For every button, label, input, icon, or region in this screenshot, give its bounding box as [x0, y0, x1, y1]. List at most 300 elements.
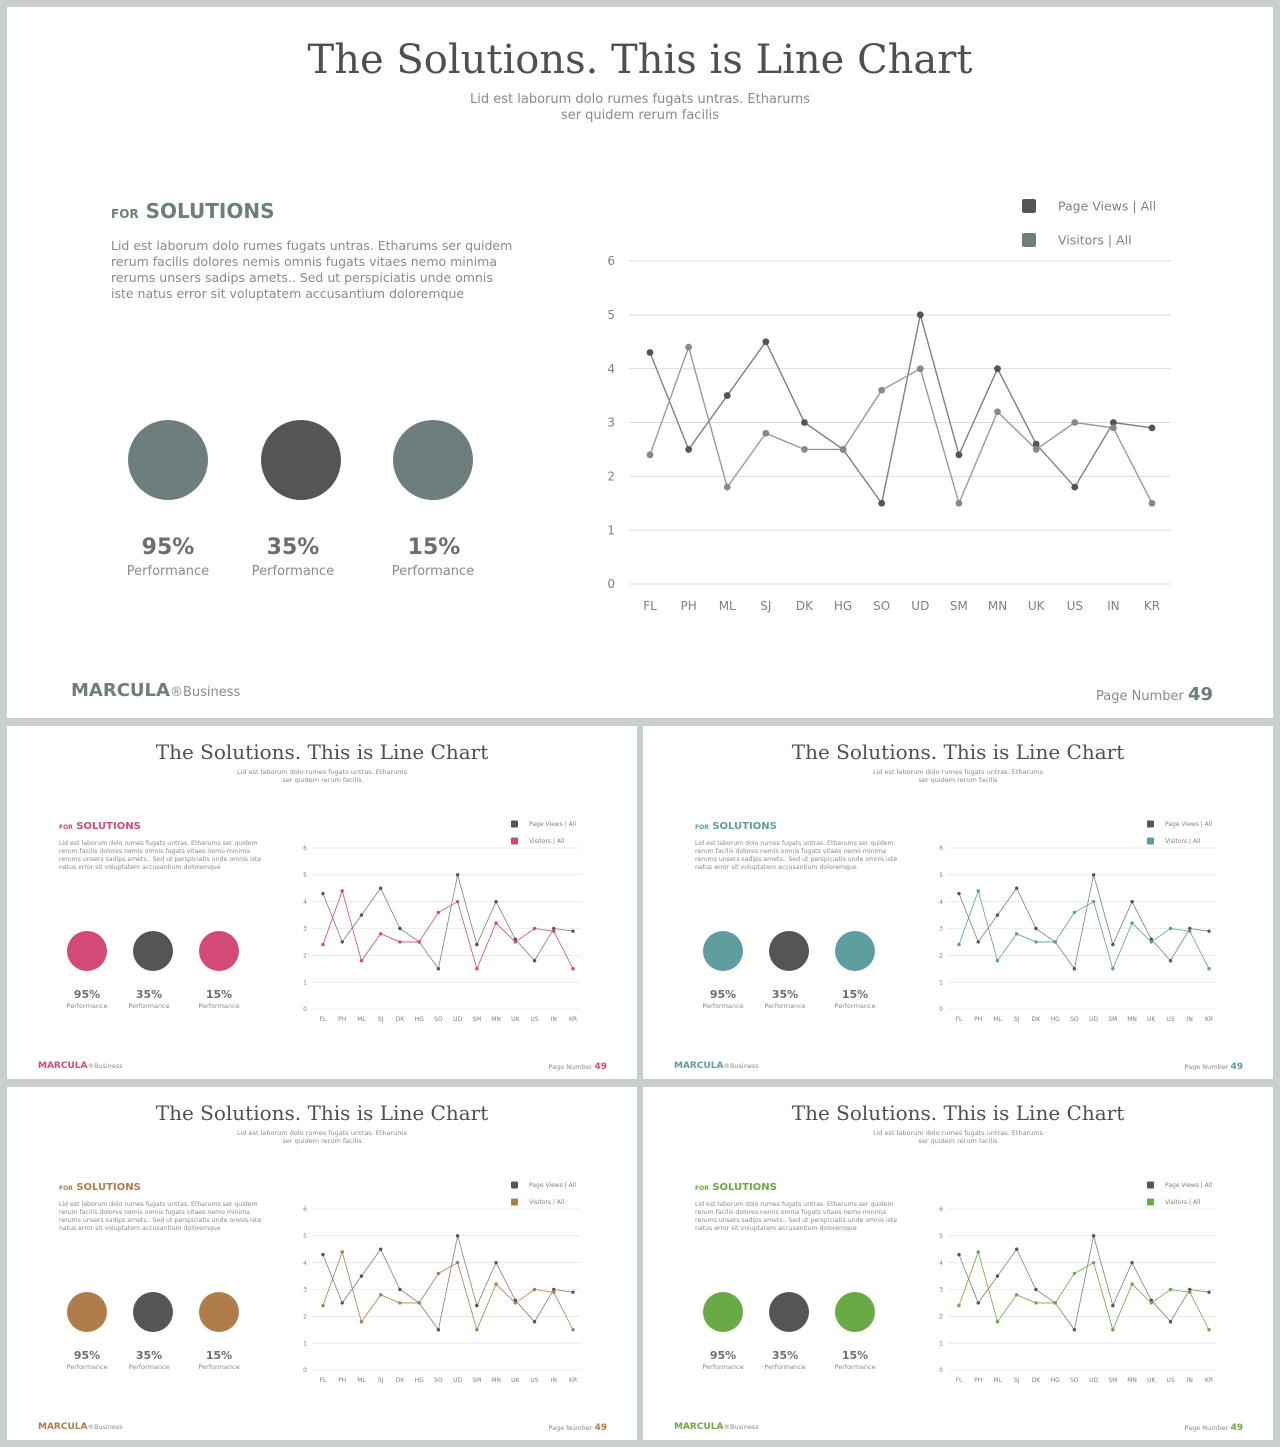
page-number-label: Page Number — [1184, 1063, 1229, 1071]
data-point — [341, 889, 344, 892]
legend-label: Visitors | All — [529, 838, 565, 846]
data-point — [321, 1253, 324, 1256]
data-point — [437, 1328, 440, 1331]
stat-value-3: 15% — [205, 1349, 233, 1362]
section-heading-title: SOLUTIONS — [712, 1182, 777, 1193]
legend-swatch — [1147, 1182, 1154, 1189]
data-point — [456, 900, 459, 903]
x-tick-label: SO — [873, 599, 891, 613]
stat-label-2: Performance — [128, 1002, 170, 1010]
section-heading-prefix: FOR — [59, 1185, 73, 1192]
brand-logo — [674, 1422, 759, 1432]
data-point — [1015, 1293, 1018, 1296]
slide-title: The Solutions. This is Line Chart — [155, 1101, 489, 1125]
data-point — [533, 959, 536, 962]
data-point — [398, 927, 401, 930]
legend-label: Visitors | All — [1165, 1199, 1201, 1207]
subtitle-line-2: ser quidem rerum facilis — [918, 776, 998, 784]
data-point — [1169, 1320, 1172, 1323]
data-point — [1207, 967, 1210, 970]
legend-swatch — [1022, 199, 1036, 213]
slide-title: The Solutions. This is Line Chart — [307, 37, 973, 83]
data-point — [552, 929, 555, 932]
data-point — [1033, 446, 1040, 453]
x-tick-label: US — [1066, 599, 1083, 613]
y-tick-label: 4 — [939, 898, 943, 906]
data-point — [437, 967, 440, 970]
x-tick-label: IN — [550, 1377, 557, 1384]
stat-value-1: 95% — [73, 988, 101, 1001]
x-tick-label: SM — [1108, 1377, 1118, 1384]
data-point — [514, 1301, 517, 1304]
data-point — [840, 446, 847, 453]
y-tick-label: 2 — [303, 1313, 307, 1321]
legend-label: Visitors | All — [1058, 232, 1132, 248]
x-tick-label: MN — [491, 1377, 501, 1384]
slide-variant-brown — [7, 1087, 637, 1440]
data-point — [321, 1304, 324, 1307]
line-chart — [643, 1087, 1273, 1440]
data-point — [1071, 419, 1078, 426]
section-body-text: Lid est laborum dolo rumes fugats untras. Etharums ser quidem rerum facilis dolores nemis omnis fugats vitaes nemo minima rerums unsers sadips amets.. Sed ut perspiciatis unde omnis iste natus error sit voluptatem accusantium doloremque — [111, 238, 513, 301]
page-number — [1096, 684, 1213, 705]
y-tick-label: 1 — [303, 979, 307, 987]
x-tick-label: DK — [795, 599, 814, 613]
x-tick-label: HG — [1050, 1377, 1060, 1384]
section-heading-title: SOLUTIONS — [712, 821, 777, 832]
data-point — [379, 887, 382, 890]
data-point — [1092, 1234, 1095, 1237]
y-tick-label: 3 — [939, 925, 943, 933]
subtitle-line-2: ser quidem rerum facilis — [282, 1137, 362, 1145]
legend-swatch — [1147, 838, 1154, 845]
x-tick-label: US — [1166, 1016, 1175, 1023]
data-point — [1111, 967, 1114, 970]
stat-value-3: 15% — [205, 988, 233, 1001]
data-point — [494, 900, 497, 903]
x-tick-label: MN — [1127, 1016, 1137, 1023]
brand-suffix: ®Business — [87, 1062, 123, 1070]
data-point — [977, 1301, 980, 1304]
brand-suffix: ®Business — [723, 1423, 759, 1431]
x-tick-label: ML — [357, 1377, 366, 1384]
section-heading-prefix: FOR — [695, 1185, 709, 1192]
data-point — [475, 1304, 478, 1307]
data-point — [647, 349, 654, 356]
data-point — [398, 940, 401, 943]
data-point — [724, 484, 731, 491]
x-tick-label: ML — [993, 1377, 1002, 1384]
section-heading-prefix: FOR — [111, 207, 139, 221]
data-point — [1034, 927, 1037, 930]
data-point — [996, 1274, 999, 1277]
data-point — [1015, 932, 1018, 935]
data-point — [647, 451, 654, 458]
data-point — [552, 1290, 555, 1293]
legend-swatch — [511, 1199, 518, 1206]
data-point — [1092, 900, 1095, 903]
data-point — [1092, 1261, 1095, 1264]
data-point — [1169, 1288, 1172, 1291]
page-number-value: 49 — [594, 1062, 607, 1072]
data-point — [321, 892, 324, 895]
stat-value-2: 35% — [771, 1349, 799, 1362]
y-tick-label: 5 — [939, 1232, 943, 1240]
subtitle-line-2: ser quidem rerum facilis — [560, 108, 720, 123]
x-tick-label: HG — [833, 599, 853, 613]
stat-value-2: 35% — [266, 535, 320, 560]
x-tick-label: IN — [1186, 1016, 1193, 1023]
subtitle-line-1: Lid est laborum dolo rumes fugats untras. Etharums — [237, 768, 407, 776]
data-point — [1034, 940, 1037, 943]
x-tick-label: IN — [1107, 599, 1120, 613]
data-point — [1073, 1272, 1076, 1275]
x-tick-label: ML — [993, 1016, 1002, 1023]
line-chart — [7, 726, 637, 1079]
x-tick-label: SJ — [1013, 1016, 1020, 1023]
x-tick-label: SM — [1108, 1016, 1118, 1023]
y-tick-label: 3 — [303, 1286, 307, 1294]
data-point — [379, 1293, 382, 1296]
data-point — [1034, 1301, 1037, 1304]
data-point — [1188, 1290, 1191, 1293]
x-tick-label: HG — [414, 1016, 424, 1023]
subtitle-line-1: Lid est laborum dolo rumes fugats untras. Etharums — [873, 1129, 1043, 1137]
brand-name: MARCULA — [71, 680, 170, 701]
data-point — [801, 446, 808, 453]
series-line — [650, 315, 1152, 503]
data-point — [321, 943, 324, 946]
data-point — [341, 940, 344, 943]
x-tick-label: SJ — [377, 1377, 384, 1384]
section-heading-prefix: FOR — [695, 824, 709, 831]
data-point — [571, 1328, 574, 1331]
brand-suffix: ®Business — [169, 685, 241, 700]
data-point — [957, 892, 960, 895]
data-point — [685, 344, 692, 351]
x-tick-label: UD — [1089, 1377, 1099, 1384]
section-heading-prefix: FOR — [59, 824, 73, 831]
data-point — [341, 1301, 344, 1304]
subtitle-line-1: Lid est laborum dolo rumes fugats untras. Etharums — [873, 768, 1043, 776]
legend-label: Page Views | All — [529, 821, 577, 829]
data-point — [494, 921, 497, 924]
data-point — [977, 1250, 980, 1253]
y-tick-label: 4 — [939, 1259, 943, 1267]
stat-value-3: 15% — [841, 988, 869, 1001]
data-point — [571, 967, 574, 970]
x-tick-label: DK — [395, 1377, 405, 1384]
y-tick-label: 6 — [939, 1206, 943, 1214]
page-number-label: Page Number — [1184, 1424, 1229, 1432]
data-point — [1111, 1328, 1114, 1331]
y-tick-label: 6 — [303, 1206, 307, 1214]
page-number-value: 49 — [1187, 684, 1213, 705]
data-point — [398, 1301, 401, 1304]
stat-value-1: 95% — [709, 1349, 737, 1362]
stat-value-2: 35% — [771, 988, 799, 1001]
y-tick-label: 3 — [607, 415, 615, 430]
data-point — [1073, 1328, 1076, 1331]
stat-label-1: Performance — [66, 1363, 108, 1371]
stat-label-2: Performance — [764, 1002, 806, 1010]
page-number — [1184, 1423, 1243, 1433]
x-tick-label: SO — [434, 1377, 443, 1384]
stat-label-1: Performance — [126, 564, 210, 579]
data-point — [977, 889, 980, 892]
x-tick-label: US — [530, 1016, 539, 1023]
data-point — [1207, 929, 1210, 932]
x-tick-label: UK — [1147, 1377, 1156, 1384]
page-number-value: 49 — [1230, 1423, 1243, 1433]
x-tick-label: IN — [1186, 1377, 1193, 1384]
y-tick-label: 0 — [939, 1006, 943, 1014]
x-tick-label: SO — [1070, 1377, 1079, 1384]
x-tick-label: SM — [472, 1377, 482, 1384]
stat-label-1: Performance — [702, 1002, 744, 1010]
x-tick-label: PH — [338, 1016, 347, 1023]
data-point — [360, 959, 363, 962]
data-point — [1092, 873, 1095, 876]
y-tick-label: 1 — [607, 523, 615, 538]
x-tick-label: HG — [414, 1377, 424, 1384]
data-point — [360, 913, 363, 916]
x-tick-label: KR — [1204, 1016, 1214, 1023]
data-point — [1071, 484, 1078, 491]
x-tick-label: MN — [491, 1016, 501, 1023]
brand-suffix: ®Business — [723, 1062, 759, 1070]
brand-name: MARCULA — [674, 1422, 724, 1432]
y-tick-label: 1 — [939, 1340, 943, 1348]
stat-label-3: Performance — [391, 564, 475, 579]
x-tick-label: US — [530, 1377, 539, 1384]
y-tick-label: 5 — [303, 1232, 307, 1240]
x-tick-label: UD — [1089, 1016, 1099, 1023]
x-tick-label: KR — [1143, 599, 1161, 613]
data-point — [977, 940, 980, 943]
y-tick-label: 6 — [607, 254, 615, 269]
data-point — [494, 1282, 497, 1285]
data-point — [1207, 1328, 1210, 1331]
y-tick-label: 5 — [607, 308, 615, 323]
data-point — [533, 927, 536, 930]
section-heading-title: SOLUTIONS — [76, 1182, 141, 1193]
x-tick-label: HG — [1050, 1016, 1060, 1023]
stat-label-3: Performance — [834, 1002, 876, 1010]
series-line — [959, 875, 1209, 969]
y-tick-label: 0 — [303, 1006, 307, 1014]
x-tick-label: PH — [974, 1377, 983, 1384]
data-point — [417, 1301, 420, 1304]
data-point — [1169, 959, 1172, 962]
brand-logo — [38, 1061, 123, 1071]
data-point — [1130, 1261, 1133, 1264]
data-point — [1150, 940, 1153, 943]
x-tick-label: SM — [472, 1016, 482, 1023]
series-line — [959, 1236, 1209, 1330]
data-point — [1130, 900, 1133, 903]
data-point — [957, 1304, 960, 1307]
data-point — [417, 940, 420, 943]
stat-label-3: Performance — [198, 1363, 240, 1371]
x-tick-label: DK — [1031, 1377, 1041, 1384]
y-tick-label: 5 — [303, 871, 307, 879]
legend-label: Page Views | All — [1165, 1182, 1213, 1190]
x-tick-label: ML — [357, 1016, 366, 1023]
data-point — [1188, 929, 1191, 932]
x-tick-label: UK — [511, 1377, 520, 1384]
data-point — [437, 911, 440, 914]
data-point — [994, 365, 1001, 372]
data-point — [956, 451, 963, 458]
page-number — [548, 1423, 607, 1433]
x-tick-label: PH — [974, 1016, 983, 1023]
x-tick-label: SO — [1070, 1016, 1079, 1023]
brand-name: MARCULA — [674, 1061, 724, 1071]
x-tick-label: UD — [453, 1377, 463, 1384]
data-point — [1073, 911, 1076, 914]
y-tick-label: 0 — [939, 1367, 943, 1375]
x-tick-label: UK — [511, 1016, 520, 1023]
page-number-value: 49 — [594, 1423, 607, 1433]
x-tick-label: KR — [568, 1016, 578, 1023]
x-tick-label: SO — [434, 1016, 443, 1023]
brand-name: MARCULA — [38, 1061, 88, 1071]
x-tick-label: PH — [338, 1377, 347, 1384]
stat-value-2: 35% — [135, 988, 163, 1001]
subtitle-line-1: Lid est laborum dolo rumes fugats untras. Etharums — [237, 1129, 407, 1137]
data-point — [762, 338, 769, 345]
data-point — [957, 943, 960, 946]
stat-value-2: 35% — [135, 1349, 163, 1362]
slide-title: The Solutions. This is Line Chart — [155, 740, 489, 764]
y-tick-label: 2 — [303, 952, 307, 960]
x-tick-label: KR — [568, 1377, 578, 1384]
x-tick-label: UK — [1147, 1016, 1156, 1023]
data-point — [996, 959, 999, 962]
data-point — [571, 1290, 574, 1293]
y-tick-label: 5 — [939, 871, 943, 879]
data-point — [1130, 1282, 1133, 1285]
data-point — [398, 1288, 401, 1291]
x-tick-label: IN — [550, 1016, 557, 1023]
data-point — [1150, 1301, 1153, 1304]
stat-value-1: 95% — [73, 1349, 101, 1362]
section-body-text: Lid est laborum dolo rumes fugats untras. Etharums ser quidem rerum facilis dolores nemis omnis fugats vitaes nemo minima rerums unsers sadips amets.. Sed ut perspiciatis unde omnis iste natus error sit voluptatem accusantium doloremque — [695, 840, 898, 871]
slide-title: The Solutions. This is Line Chart — [791, 1101, 1125, 1125]
data-point — [533, 1288, 536, 1291]
legend-swatch — [1022, 233, 1036, 247]
data-point — [437, 1272, 440, 1275]
data-point — [801, 419, 808, 426]
stat-value-3: 15% — [407, 535, 461, 560]
x-tick-label: FL — [955, 1377, 963, 1384]
slide-variant-pink — [7, 726, 637, 1079]
data-point — [494, 1261, 497, 1264]
data-point — [456, 1261, 459, 1264]
y-tick-label: 4 — [303, 1259, 307, 1267]
data-point — [1207, 1290, 1210, 1293]
x-tick-label: PH — [680, 599, 697, 613]
legend-swatch — [511, 821, 518, 828]
section-heading-title: SOLUTIONS — [145, 199, 275, 223]
x-tick-label: UK — [1027, 599, 1045, 613]
data-point — [475, 967, 478, 970]
brand-logo — [71, 680, 240, 701]
stat-label-2: Performance — [128, 1363, 170, 1371]
data-point — [996, 1320, 999, 1323]
page-number-label: Page Number — [1095, 689, 1184, 704]
series-line — [323, 875, 573, 969]
brand-name: MARCULA — [38, 1422, 88, 1432]
data-point — [341, 1250, 344, 1253]
x-tick-label: DK — [395, 1016, 405, 1023]
legend-swatch — [1147, 1199, 1154, 1206]
data-point — [456, 873, 459, 876]
legend-label: Page Views | All — [1165, 821, 1213, 829]
data-point — [514, 940, 517, 943]
data-point — [996, 913, 999, 916]
x-tick-label: MN — [1127, 1377, 1137, 1384]
y-tick-label: 6 — [939, 845, 943, 853]
line-chart — [7, 7, 1273, 718]
data-point — [360, 1320, 363, 1323]
data-point — [878, 387, 885, 394]
stat-label-1: Performance — [702, 1363, 744, 1371]
x-tick-label: FL — [643, 599, 657, 613]
stat-value-1: 95% — [709, 988, 737, 1001]
data-point — [1111, 943, 1114, 946]
subtitle-line-1: Lid est laborum dolo rumes fugats untras. Etharums — [470, 92, 810, 107]
y-tick-label: 3 — [939, 1286, 943, 1294]
slide-title: The Solutions. This is Line Chart — [791, 740, 1125, 764]
data-point — [1130, 921, 1133, 924]
data-point — [379, 932, 382, 935]
subtitle-line-2: ser quidem rerum facilis — [282, 776, 362, 784]
y-tick-label: 2 — [607, 469, 615, 484]
data-point — [1034, 1288, 1037, 1291]
y-tick-label: 6 — [303, 845, 307, 853]
section-body-text: Lid est laborum dolo rumes fugats untras. Etharums ser quidem rerum facilis dolores nemis omnis fugats vitaes nemo minima rerums unsers sadips amets.. Sed ut perspiciatis unde omnis iste natus error sit voluptatem accusantium doloremque — [59, 840, 262, 871]
stat-value-1: 95% — [141, 535, 195, 560]
x-tick-label: DK — [1031, 1016, 1041, 1023]
stat-label-2: Performance — [764, 1363, 806, 1371]
data-point — [456, 1234, 459, 1237]
data-point — [1053, 1301, 1056, 1304]
x-tick-label: FL — [319, 1377, 327, 1384]
data-point — [994, 408, 1001, 415]
data-point — [917, 311, 924, 318]
x-tick-label: US — [1166, 1377, 1175, 1384]
legend-swatch — [511, 1182, 518, 1189]
x-tick-label: KR — [1204, 1377, 1214, 1384]
y-tick-label: 1 — [939, 979, 943, 987]
data-point — [360, 1274, 363, 1277]
data-point — [878, 500, 885, 507]
brand-logo — [674, 1061, 759, 1071]
y-tick-label: 2 — [939, 1313, 943, 1321]
data-point — [475, 1328, 478, 1331]
data-point — [917, 365, 924, 372]
data-point — [1111, 1304, 1114, 1307]
y-tick-label: 4 — [607, 361, 615, 376]
x-tick-label: UD — [453, 1016, 463, 1023]
data-point — [724, 392, 731, 399]
x-tick-label: UD — [911, 599, 930, 613]
data-point — [1149, 500, 1156, 507]
stat-label-2: Performance — [251, 564, 335, 579]
x-tick-label: ML — [718, 599, 736, 613]
